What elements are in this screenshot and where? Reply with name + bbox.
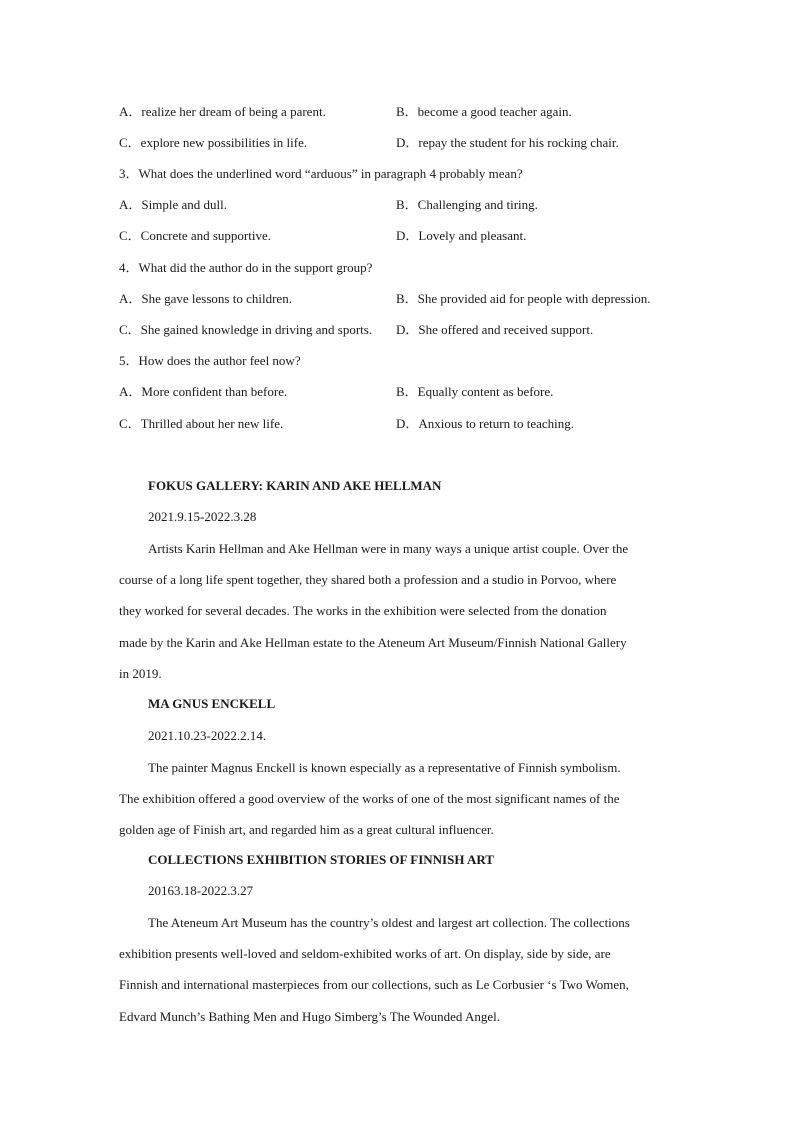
body-line: The exhibition offered a good overview of the works of one of the most significant names of the xyxy=(119,791,620,807)
q3-option-a: A．Simple and dull. xyxy=(119,197,227,212)
q3-option-c: C．Concrete and supportive. xyxy=(119,228,271,243)
q4-option-d: D．She offered and received support. xyxy=(396,322,594,337)
section-body xyxy=(119,533,675,689)
q5-option-d: D．Anxious to return to teaching. xyxy=(396,416,574,431)
section-body xyxy=(119,752,675,846)
q2-option-b: B．become a good teacher again. xyxy=(396,104,572,119)
section-body xyxy=(119,907,675,1032)
body-line: made by the Karin and Ake Hellman estate to the Ateneum Art Museum/Finnish National Gallery xyxy=(119,634,627,650)
q2-option-a: A．realize her dream of being a parent. xyxy=(119,104,326,119)
q5-option-a: A．More confident than before. xyxy=(119,384,288,399)
section-title: MA GNUS ENCKELL xyxy=(148,696,276,711)
q5-option-b: B．Equally content as before. xyxy=(396,384,554,399)
body-line: The painter Magnus Enckell is known especially as a representative of Finnish symbolism. xyxy=(148,760,621,775)
q4-option-a: A．She gave lessons to children. xyxy=(119,291,292,306)
section-date: 2021.10.23-2022.2.14. xyxy=(148,728,267,743)
section-date: 20163.18-2022.3.27 xyxy=(148,883,254,898)
body-line: in 2019. xyxy=(119,665,162,681)
body-line: Artists Karin Hellman and Ake Hellman were in many ways a unique artist couple. Over the xyxy=(148,541,629,556)
q2-option-d: D．repay the student for his rocking chair. xyxy=(396,135,619,150)
section-title: FOKUS GALLERY: KARIN AND AKE HELLMAN xyxy=(148,478,442,493)
body-line: they worked for several decades. The works in the exhibition were selected from the donation xyxy=(119,603,607,619)
body-line: Edvard Munch’s Bathing Men and Hugo Simberg’s The Wounded Angel. xyxy=(119,1008,500,1024)
body-line: golden age of Finish art, and regarded him as a great cultural influencer. xyxy=(119,822,494,838)
q5-option-c: C．Thrilled about her new life. xyxy=(119,416,284,431)
q5-stem: 5．How does the author feel now? xyxy=(119,353,301,368)
q3-option-b: B．Challenging and tiring. xyxy=(396,197,538,212)
q4-stem: 4．What did the author do in the support group? xyxy=(119,260,373,275)
body-line: The Ateneum Art Museum has the country’s oldest and largest art collection. The collections xyxy=(148,915,630,930)
q3-option-d: D．Lovely and pleasant. xyxy=(396,228,527,243)
q4-option-c: C．She gained knowledge in driving and sports. xyxy=(119,322,373,337)
body-line: course of a long life spent together, they shared both a profession and a studio in Porvoo, where xyxy=(119,572,617,588)
q4-option-b: B．She provided aid for people with depression. xyxy=(396,291,651,306)
q3-stem: 3．What does the underlined word “arduous” in paragraph 4 probably mean? xyxy=(119,166,523,181)
body-line: Finnish and international masterpieces from our collections, such as Le Corbusier ‘s Two Women, xyxy=(119,977,629,993)
section-date: 2021.9.15-2022.3.28 xyxy=(148,509,257,524)
q2-option-c: C．explore new possibilities in life. xyxy=(119,135,308,150)
section-title: COLLECTIONS EXHIBITION STORIES OF FINNISH ART xyxy=(148,852,494,867)
body-line: exhibition presents well-loved and seldom-exhibited works of art. On display, side by side, are xyxy=(119,946,611,962)
